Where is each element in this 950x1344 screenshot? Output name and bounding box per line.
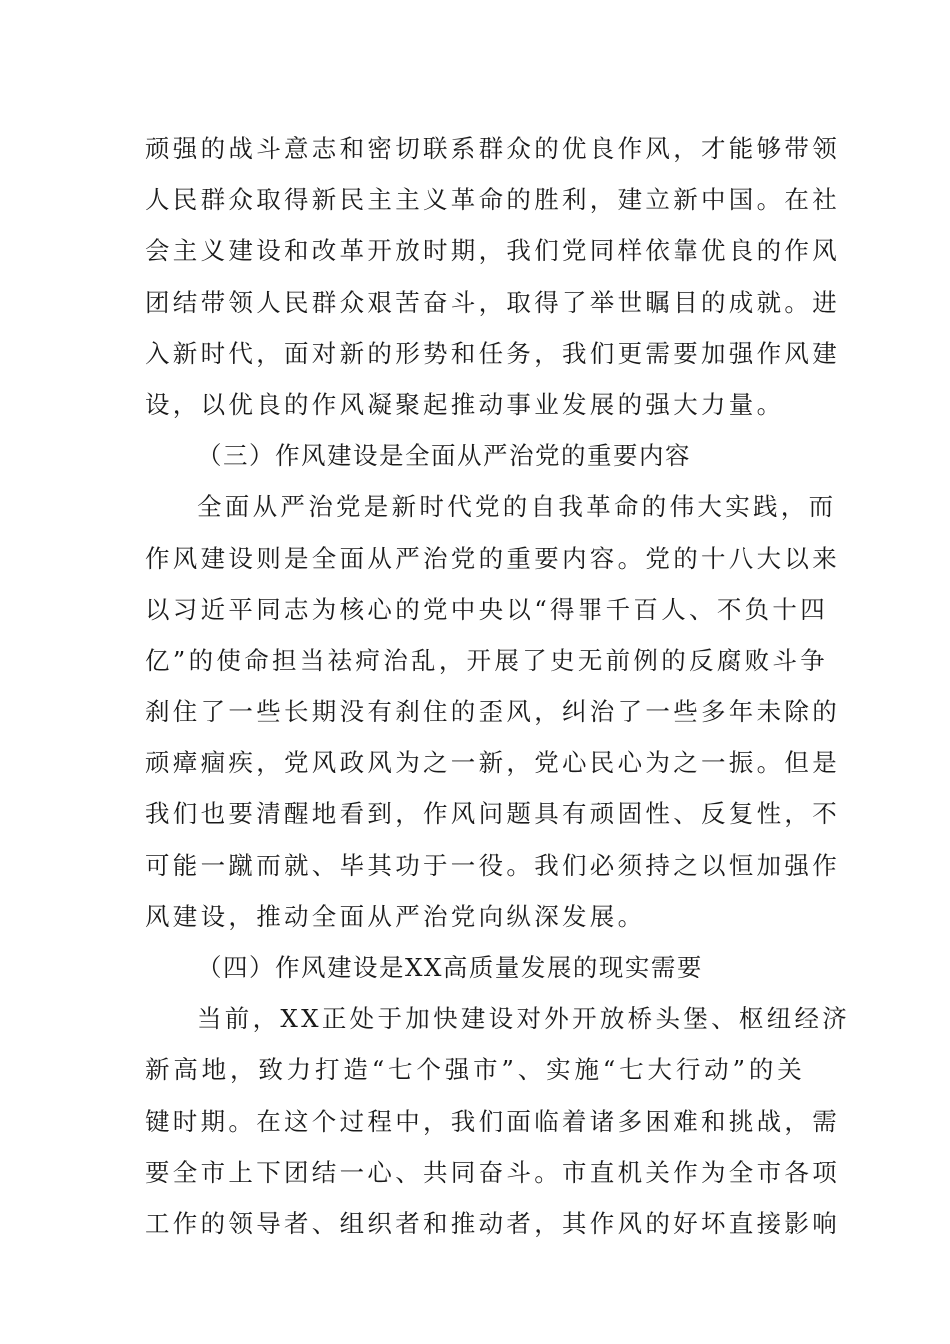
text-line: 以习近平同志为核心的党中央以“得罪千百人、不负十四: [145, 594, 829, 624]
text-line: 人民群众取得新民主主义革命的胜利，建立新中国。在社: [145, 185, 840, 215]
section-heading-3: （三）作风建设是全面从严治党的重要内容: [197, 441, 691, 471]
text-line: 可能一蹴而就、毕其功于一役。我们必须持之以恒加强作: [145, 850, 840, 880]
text-line: 设，以优良的作风凝聚起推动事业发展的强大力量。: [145, 389, 785, 419]
text-line: 团结带领人民群众艰苦奋斗，取得了举世瞩目的成就。进: [145, 287, 840, 317]
text-line: 风建设，推动全面从严治党向纵深发展。: [145, 901, 646, 931]
paragraph-first-line: 当前，XX正处于加快建设对外开放桥头堡、枢纽经济: [197, 1004, 851, 1034]
text-line: 顽强的战斗意志和密切联系群众的优良作风，才能够带领: [145, 134, 840, 163]
text-line: 工作的领导者、组织者和推动者，其作风的好坏直接影响: [145, 1208, 840, 1238]
text-line: 键时期。在这个过程中，我们面临着诸多困难和挑战，需: [145, 1106, 840, 1136]
text-line: 作风建设则是全面从严治党的重要内容。党的十八大以来: [145, 543, 840, 573]
text-line: 我们也要清醒地看到，作风问题具有顽固性、反复性，不: [145, 799, 840, 829]
text-line: 顽瘴痼疾，党风政风为之一新，党心民心为之一振。但是: [145, 748, 840, 778]
text-line: 刹住了一些长期没有刹住的歪风，纠治了一些多年未除的: [145, 697, 840, 727]
text-line: 要全市上下团结一心、共同奋斗。市直机关作为全市各项: [145, 1157, 840, 1187]
section-heading-4: （四）作风建设是XX高质量发展的现实需要: [197, 953, 703, 982]
text-line: 会主义建设和改革开放时期，我们党同样依靠优良的作风: [145, 236, 840, 266]
text-line: 亿”的使命担当祛疴治乱，开展了史无前例的反腐败斗争: [145, 645, 829, 675]
text-line: 入新时代，面对新的形势和任务，我们更需要加强作风建: [145, 338, 840, 368]
body-text: [145, 123, 851, 1249]
text-line: 新高地，致力打造“七个强市”、实施“七大行动”的关: [145, 1055, 805, 1085]
paragraph-first-line: 全面从严治党是新时代党的自我革命的伟大实践，而: [197, 492, 837, 522]
